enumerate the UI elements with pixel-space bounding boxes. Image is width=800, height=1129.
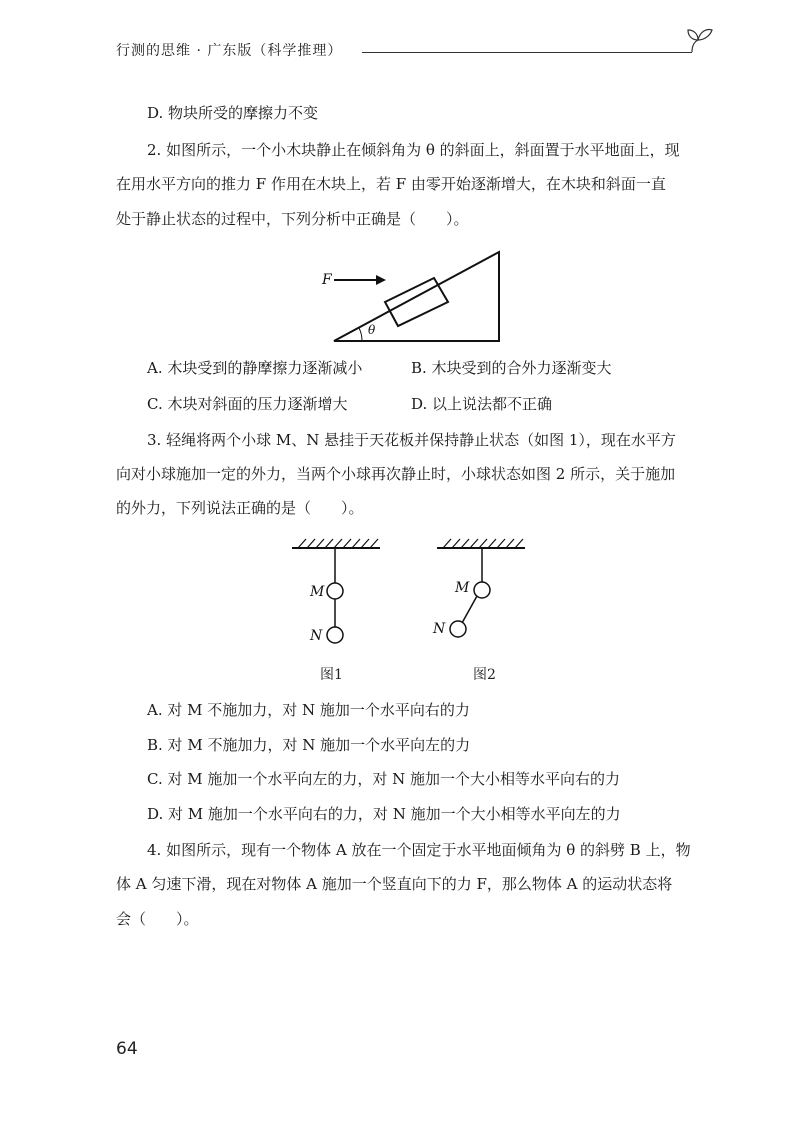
q3-figure-1 <box>290 535 390 655</box>
q2-option-b: B. 木块受到的合外力逐渐变大 <box>411 359 612 377</box>
angle-label: θ <box>368 323 376 337</box>
q4-stem-line-1: 4. 如图所示，现有一个物体 A 放在一个固定于水平地面倾角为 θ 的斜劈 B 上，物 <box>147 841 691 859</box>
label-m: M <box>310 584 325 600</box>
label-n: N <box>310 628 323 644</box>
ball-m <box>327 583 343 599</box>
string-lower <box>462 596 477 623</box>
force-arrowhead <box>376 275 386 285</box>
ball-m <box>474 582 490 598</box>
q3-option-c: C. 对 M 施加一个水平向左的力，对 N 施加一个大小相等水平向右的力 <box>147 770 621 788</box>
q1-option-d: D. 物块所受的摩擦力不变 <box>147 104 319 122</box>
q2-stem-line-1: 2. 如图所示，一个小木块静止在倾斜角为 θ 的斜面上，斜面置于水平地面上，现 <box>147 141 680 159</box>
incline-triangle <box>334 252 499 341</box>
ball-n <box>450 621 466 637</box>
q3-stem-line-2: 向对小球施加一定的外力，当两个小球再次静止时，小球状态如图 2 所示，关于施加 <box>116 465 676 483</box>
q2-option-a: A. 木块受到的静摩擦力逐渐减小 <box>147 359 363 377</box>
q2-option-d: D. 以上说法都不正确 <box>411 395 553 413</box>
q3-option-d: D. 对 M 施加一个水平向右的力，对 N 施加一个大小相等水平向左的力 <box>147 805 621 823</box>
q2-option-c: C. 木块对斜面的压力逐渐增大 <box>147 395 348 413</box>
wooden-block <box>385 278 448 326</box>
sprout-icon <box>684 20 716 60</box>
q4-stem-line-3: 会（ ）。 <box>116 910 199 928</box>
header-rule <box>362 52 692 53</box>
q3-option-a: A. 对 M 不施加力，对 N 施加一个水平向右的力 <box>147 701 470 719</box>
q4-stem-line-2: 体 A 匀速下滑，现在对物体 A 施加一个竖直向下的力 F，那么物体 A 的运动状态将 <box>116 875 673 893</box>
force-label: F <box>322 272 332 288</box>
q2-stem-line-3: 处于静止状态的过程中，下列分析中正确是（ ）。 <box>116 210 469 228</box>
ball-n <box>327 627 343 643</box>
angle-arc <box>359 328 362 341</box>
q3-stem-line-3: 的外力，下列说法正确的是（ ）。 <box>116 499 364 517</box>
running-header-title: 行测的思维 · 广东版（科学推理） <box>116 43 343 59</box>
q3-option-b: B. 对 M 不施加力，对 N 施加一个水平向左的力 <box>147 736 471 754</box>
q2-stem-line-2: 在用水平方向的推力 F 作用在木块上，若 F 由零开始逐渐增大，在木块和斜面一直 <box>116 175 666 193</box>
label-m: M <box>455 580 470 596</box>
q3-figure-1-caption: 图1 <box>320 667 343 683</box>
label-n: N <box>433 621 446 637</box>
q3-stem-line-1: 3. 轻绳将两个小球 M、N 悬挂于天花板并保持静止状态（如图 1），现在水平方 <box>147 431 676 449</box>
page-number: 64 <box>116 1039 138 1059</box>
q3-figure-2 <box>435 535 535 655</box>
q3-figure-2-caption: 图2 <box>473 667 496 683</box>
q2-incline-figure <box>318 240 508 345</box>
